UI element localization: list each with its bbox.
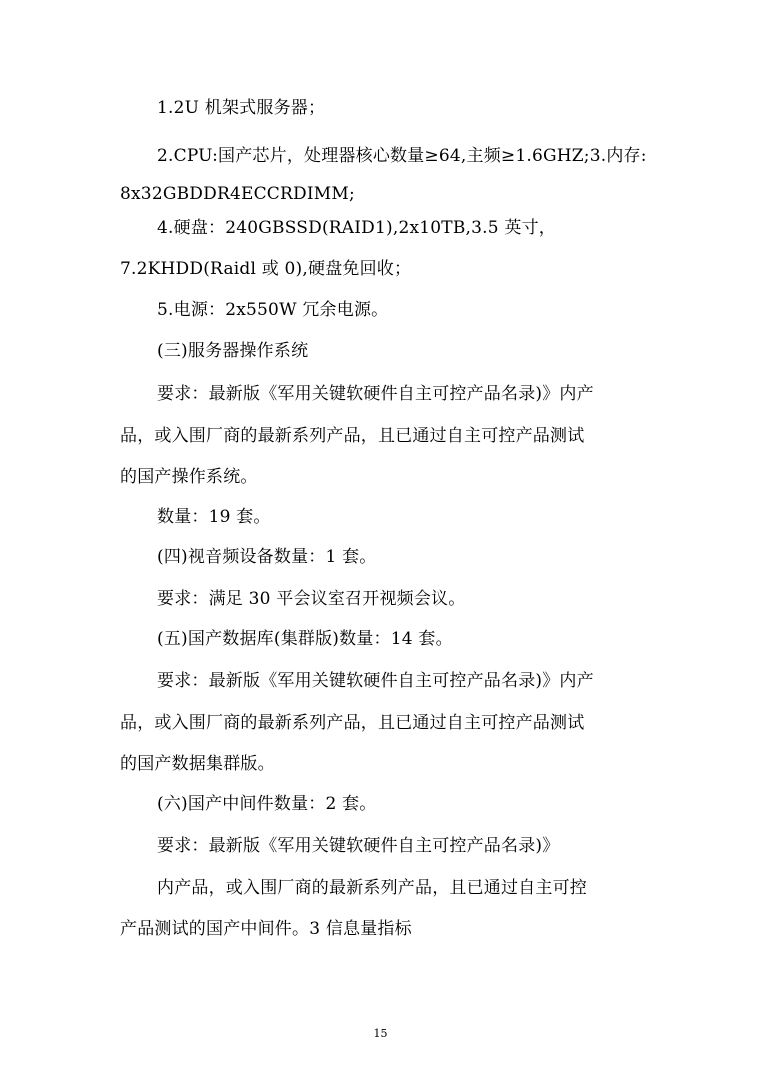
text-line-disk-spec-cont: 7.2KHDD(Raidl 或 0),硬盘免回收； — [120, 259, 412, 279]
section-heading-database: (五)国产数据库(集群版)数量：14 套。 — [157, 629, 453, 649]
text-line-mw-requirement-cont: 内产品，或入围厂商的最新系列产品，且已通过自主可控 — [157, 878, 587, 898]
text-line-os-requirement-cont: 品，或入围厂商的最新系列产品，且已通过自主可控产品测试 — [120, 426, 585, 446]
text-line-av-requirement: 要求：满足 30 平会议室召开视频会议。 — [157, 589, 466, 609]
text-line-power-spec: 5.电源：2x550W 冗余电源。 — [157, 300, 389, 320]
text-line-db-requirement-end: 的国产数据集群版。 — [120, 754, 275, 774]
text-line-os-requirement-end: 的国产操作系统。 — [120, 467, 258, 487]
text-line-db-requirement-cont: 品，或入围厂商的最新系列产品，且已通过自主可控产品测试 — [120, 713, 585, 733]
text-line-memory-spec: 8x32GBDDR4ECCRDIMM; — [120, 184, 355, 204]
text-line-disk-spec: 4.硬盘：240GBSSD(RAID1),2x10TB,3.5 英寸， — [157, 218, 556, 238]
section-heading-middleware: (六)国产中间件数量：2 套。 — [157, 794, 377, 814]
page-number: 15 — [373, 1027, 388, 1040]
text-line-os-requirement: 要求：最新版《军用关键软硬件自主可控产品名录)》内产 — [157, 384, 594, 404]
text-line-db-requirement: 要求：最新版《军用关键软硬件自主可控产品名录)》内产 — [157, 671, 594, 691]
section-heading-av: (四)视音频设备数量：1 套。 — [157, 547, 377, 567]
text-line-cpu-spec: 2.CPU:国产芯片，处理器核心数量≥64,主频≥1.6GHZ;3.内存: — [157, 146, 647, 166]
text-line-mw-requirement-end: 产品测试的国产中间件。3 信息量指标 — [120, 919, 412, 939]
section-heading-os: (三)服务器操作系统 — [157, 341, 309, 361]
text-line-server-type: 1.2U 机架式服务器； — [157, 98, 326, 118]
text-line-mw-requirement: 要求：最新版《军用关键软硬件自主可控产品名录)》 — [157, 836, 560, 856]
text-line-os-quantity: 数量：19 套。 — [157, 507, 271, 527]
